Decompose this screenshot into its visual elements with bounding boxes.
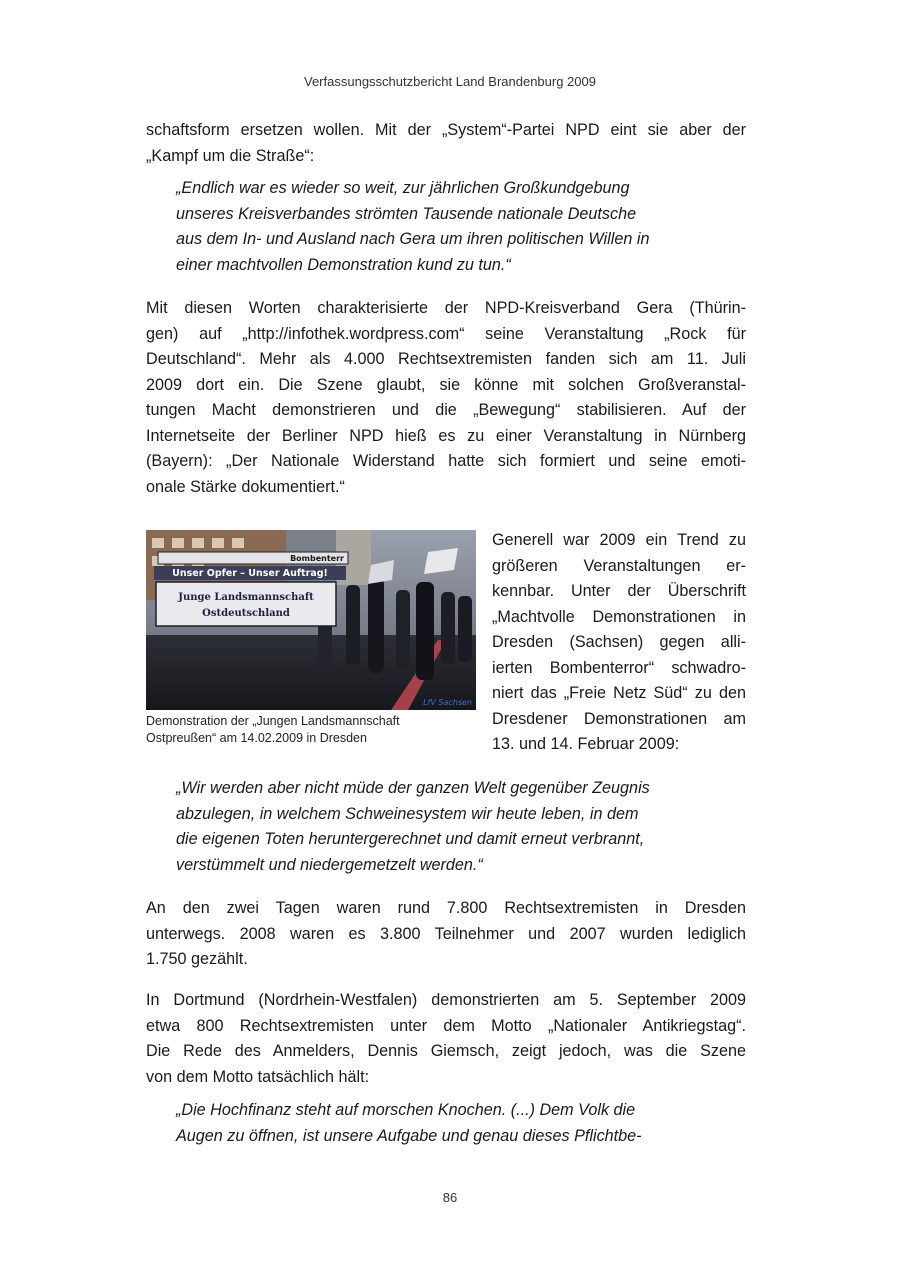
quote-1 <box>176 176 736 278</box>
text-line: schaftsform ersetzen wollen. Mit der „System“-Partei NPD eint sie aber der <box>146 121 746 139</box>
text-line: (Bayern): „Der Nationale Widerstand hatte sich formiert und seine emoti- <box>146 452 746 470</box>
quote-line: unseres Kreisverbandes strömten Tausende nationale Deutsche <box>176 204 637 223</box>
text-line: ierten Bombenterror“ schwadro- <box>492 658 746 677</box>
photo-credit: LfV Sachsen <box>423 698 472 707</box>
banner-slogan-text: Unser Opfer – Unser Auftrag! <box>172 568 328 579</box>
text-line: 13. und 14. Februar 2009: <box>492 735 680 753</box>
text-line: etwa 800 Rechtsextremisten unter dem Motto „Nationaler Antikriegstag“. <box>146 1016 746 1035</box>
text-line: Die Rede des Anmelders, Dennis Giemsch, zeigt jedoch, was die Szene <box>146 1042 746 1060</box>
text-line: Dresdener Demonstrationen am <box>492 709 746 728</box>
quote-line: abzulegen, in welchem Schweinesystem wir heute leben, in dem <box>176 804 639 823</box>
quote-line: „Die Hochfinanz steht auf morschen Knochen. (...) Dem Volk die <box>176 1101 636 1119</box>
caption-line: Ostpreußen“ am 14.02.2009 in Dresden <box>146 731 367 745</box>
side-paragraph <box>492 528 746 758</box>
text-line: von dem Motto tatsächlich hält: <box>146 1067 370 1086</box>
paragraph-1 <box>146 118 746 169</box>
quote-line: einer machtvollen Demonstration kund zu tun.“ <box>176 255 511 274</box>
text-line: Generell war 2009 ein Trend zu <box>492 531 746 549</box>
text-line: „Machtvolle Demonstrationen in <box>492 607 746 626</box>
banner-main-text-2: Ostdeutschland <box>202 608 290 619</box>
demonstration-photo <box>146 530 476 710</box>
text-line: 2009 dort ein. Die Szene glaubt, sie könne mit solchen Großveranstal- <box>146 375 746 394</box>
text-line: 1.750 gezählt. <box>146 950 248 968</box>
text-line: größeren Veranstaltungen er- <box>492 556 746 575</box>
text-line: kennbar. Unter der Überschrift <box>492 582 746 600</box>
caption-line: Demonstration der „Jungen Landsmannschaft <box>146 714 400 728</box>
quote-3 <box>176 1098 736 1149</box>
quote-line: aus dem In- und Ausland nach Gera um ihren politischen Willen in <box>176 230 650 248</box>
text-line: An den zwei Tagen waren rund 7.800 Rechtsextremisten in Dresden <box>146 899 746 917</box>
text-line: niert das „Freie Netz Süd“ zu den <box>492 684 746 702</box>
text-line: gen) auf „http://infothek.wordpress.com“ seine Veranstaltung „Rock für <box>146 324 746 343</box>
quote-2 <box>176 776 736 878</box>
quote-line: verstümmelt und niedergemetzelt werden.“ <box>176 855 483 874</box>
text-line: Internetseite der Berliner NPD hieß es zu einer Veranstaltung in Nürnberg <box>146 426 746 445</box>
text-line: Dresden (Sachsen) gegen alli- <box>492 633 746 651</box>
text-line: onale Stärke dokumentiert.“ <box>146 477 345 496</box>
paragraph-4 <box>146 988 746 1090</box>
text-line: unterwegs. 2008 waren es 3.800 Teilnehmer und 2007 wurden lediglich <box>146 924 746 943</box>
paragraph-3 <box>146 896 746 973</box>
text-line: tungen Macht demonstrieren und die „Bewegung“ stabilisieren. Auf der <box>146 401 746 419</box>
paragraph-2 <box>146 296 746 500</box>
text-line: „Kampf um die Straße“: <box>146 146 315 165</box>
photo-caption <box>146 713 476 747</box>
text-line: Mit diesen Worten charakterisierte der NPD-Kreisverband Gera (Thürin- <box>146 299 746 317</box>
banner-main-text-1: Junge Landsmannschaft <box>178 592 314 603</box>
quote-line: „Endlich war es wieder so weit, zur jährlichen Großkundgebung <box>176 179 630 197</box>
quote-line: die eigenen Toten heruntergerechnet und damit erneut verbrannt, <box>176 830 645 848</box>
running-header: Verfassungsschutzbericht Land Brandenburg 2009 <box>304 74 596 89</box>
banner-top-text: Bombenterr <box>290 554 344 563</box>
text-line: Deutschland“. Mehr als 4.000 Rechtsextremisten fanden sich am 11. Juli <box>146 350 746 368</box>
text-line: In Dortmund (Nordrhein-Westfalen) demonstrierten am 5. September 2009 <box>146 991 746 1009</box>
page-number: 86 <box>442 1190 458 1205</box>
quote-line: Augen zu öffnen, ist unsere Aufgabe und genau dieses Pflichtbe- <box>176 1126 642 1145</box>
quote-line: „Wir werden aber nicht müde der ganzen Welt gegenüber Zeugnis <box>176 779 650 797</box>
